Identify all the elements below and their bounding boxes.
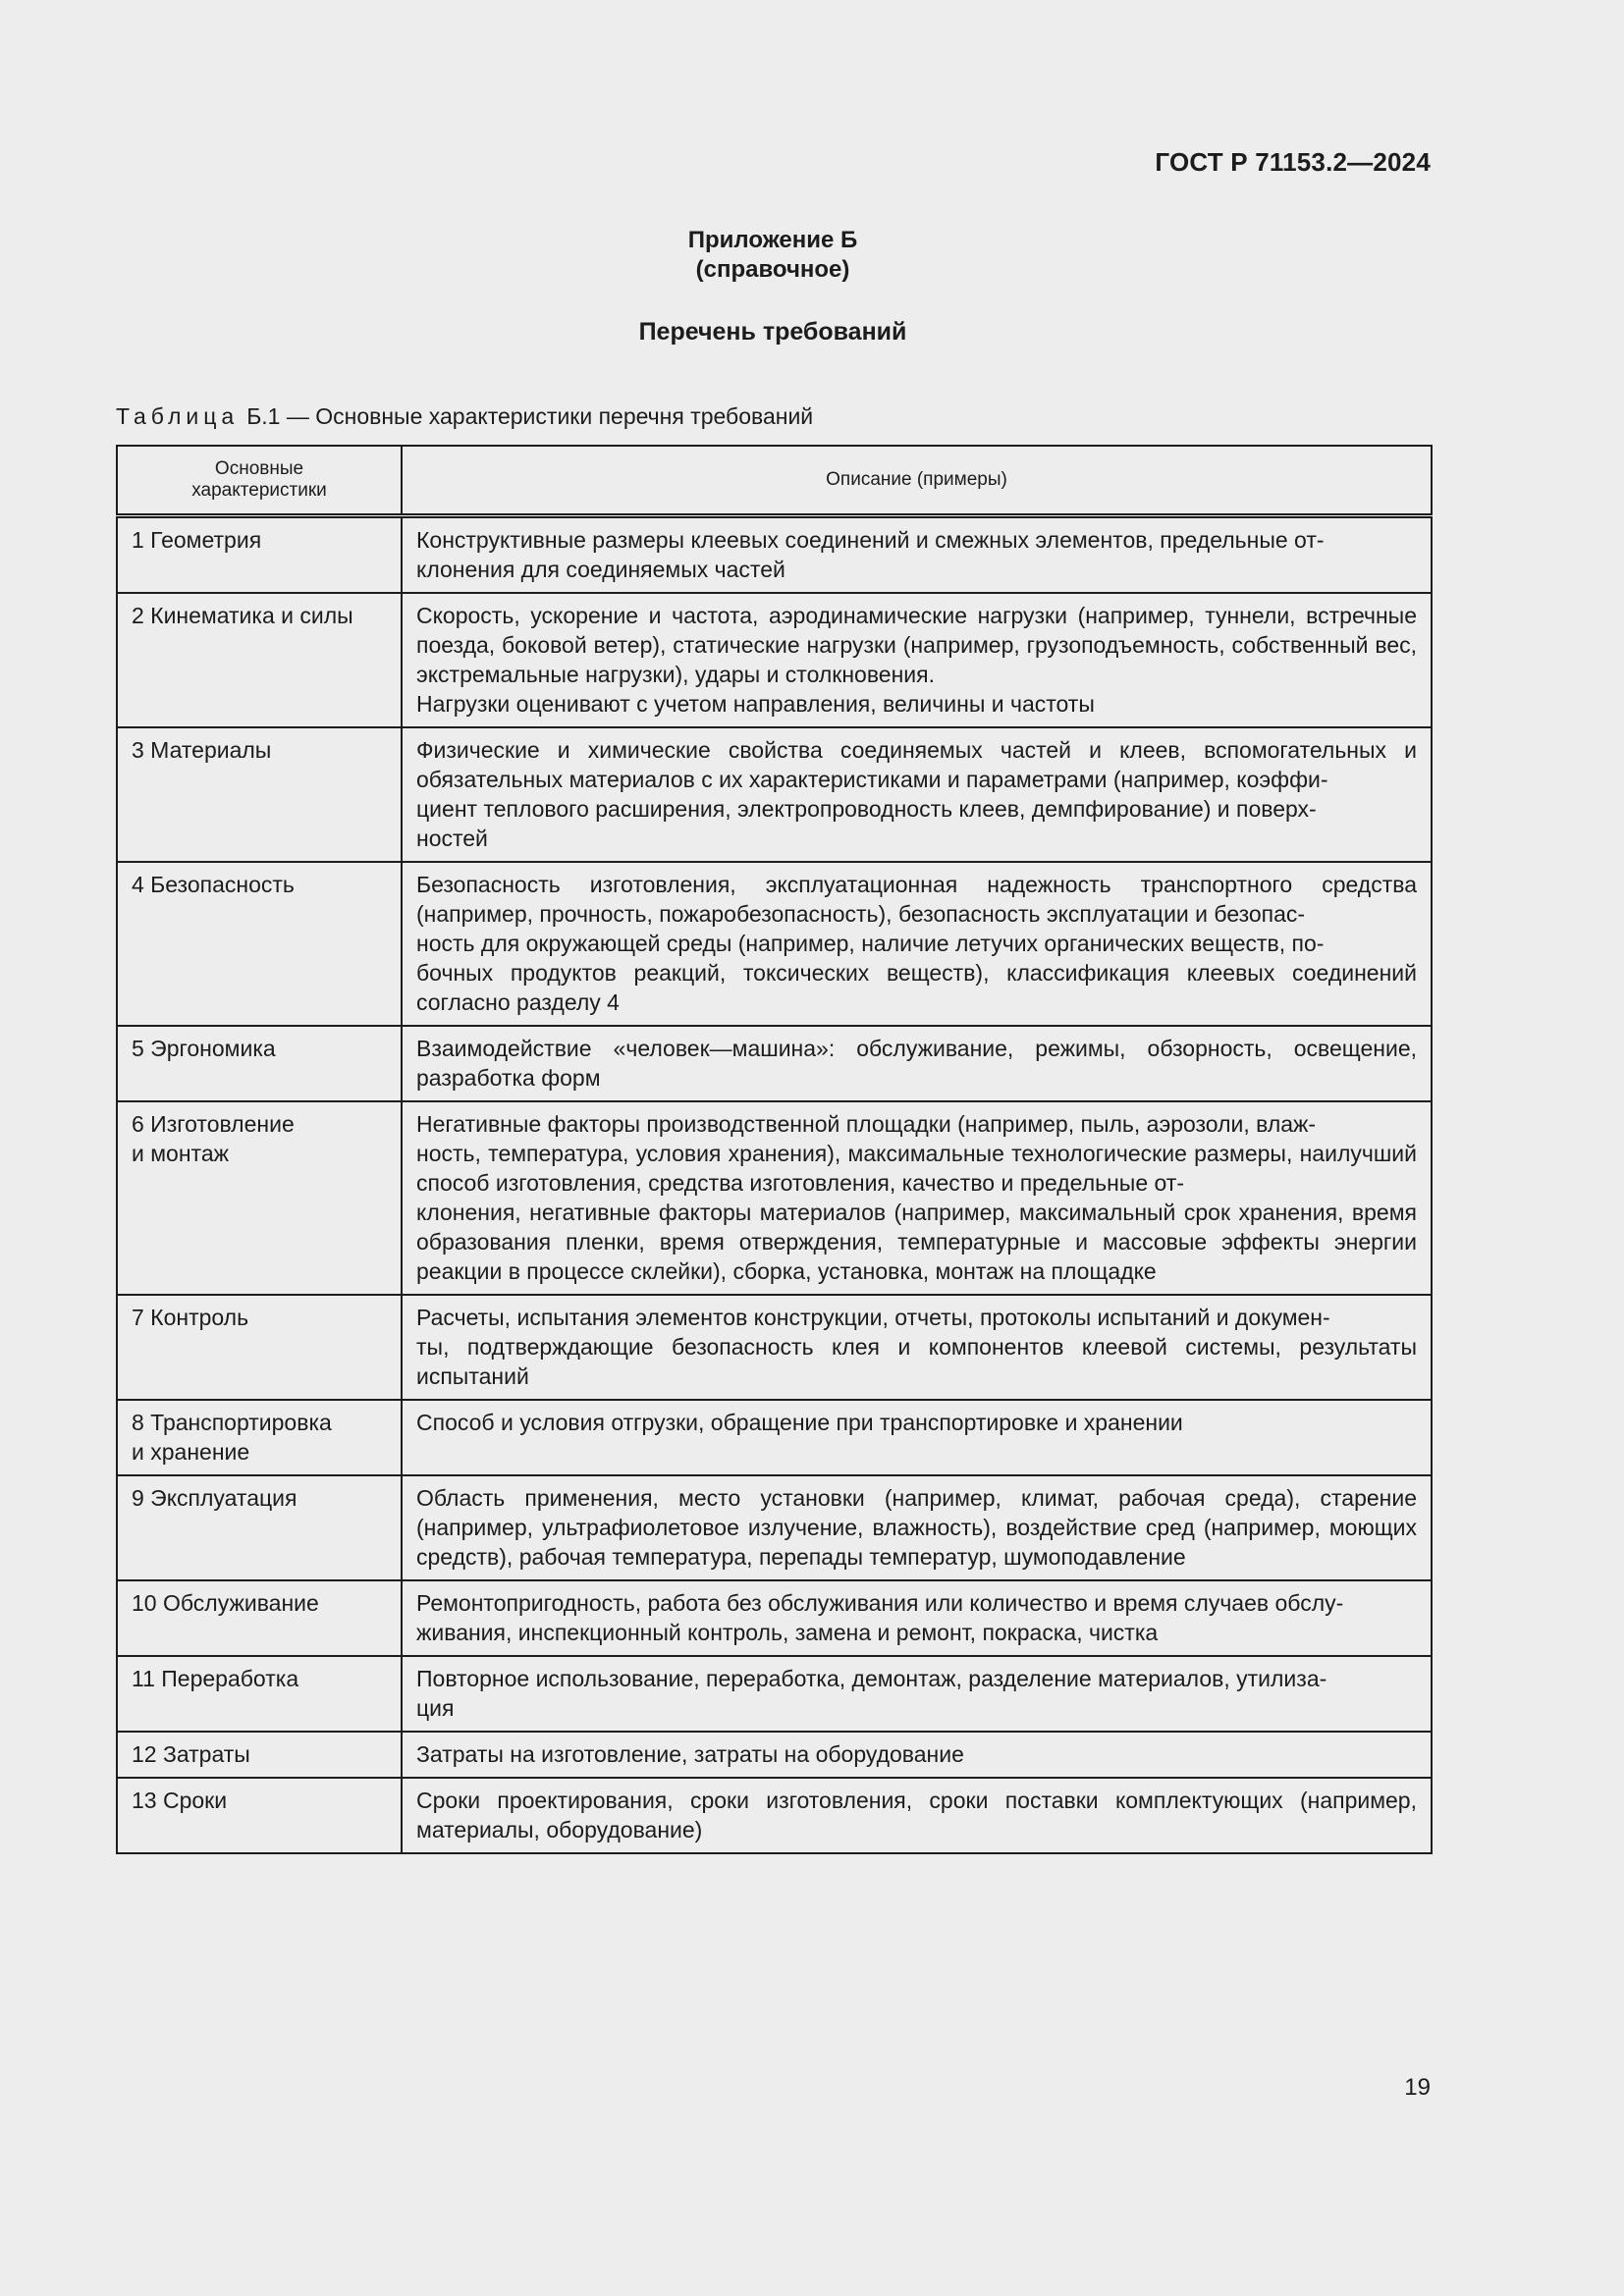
table-row — [117, 1580, 1432, 1656]
characteristic-name: 13 Сроки — [117, 1778, 402, 1853]
table-row — [117, 1101, 1432, 1295]
characteristic-name: 9 Эксплуатация — [117, 1475, 402, 1580]
characteristic-name: 7 Контроль — [117, 1295, 402, 1400]
table-caption — [116, 403, 813, 430]
page-number: 19 — [1404, 2074, 1431, 2101]
characteristic-description: Взаимодействие «человек—машина»: обслуживание, режимы, обзорность, освещение, разработка форм — [402, 1026, 1432, 1101]
characteristic-description: Область применения, место установки (например, климат, рабочая среда), старение (например, ультрафиолетовое излучение, влажность), воздействие сред (например, моющих средств), рабочая температура, перепады температур, шумоподавление — [402, 1475, 1432, 1580]
document-code: ГОСТ Р 71153.2—2024 — [1155, 147, 1431, 177]
characteristic-description: Скорость, ускорение и частота, аэродинамические нагрузки (например, туннели, встречные поезда, боковой ветер), статические нагрузки (например, грузоподъемность, собственный вес, экстремальные нагрузки), удары и столкновения. Нагрузки оценивают с учетом направления, величины и частоты — [402, 593, 1432, 727]
table-row — [117, 1656, 1432, 1732]
table-row — [117, 727, 1432, 862]
characteristic-description: Ремонтопригодность, работа без обслуживания или количество и время случаев обслу- живания, инспекционный контроль, замена и ремонт, покраска, чистка — [402, 1580, 1432, 1656]
characteristic-name: 2 Кинематика и силы — [117, 593, 402, 727]
annex-title: Приложение Б — [687, 227, 858, 253]
table-row — [117, 1400, 1432, 1475]
characteristic-name: 6 Изготовление и монтаж — [117, 1101, 402, 1295]
characteristic-description: Конструктивные размеры клеевых соединений и смежных элементов, предельные от- клонения для соединяемых частей — [402, 516, 1432, 594]
header-description: Описание (примеры) — [402, 446, 1432, 516]
characteristic-description: Физические и химические свойства соединяемых частей и клеев, вспомогательных и обязательных материалов с их характеристиками и параметрами (например, коэффи- циент теплового расширения, электропроводность клеев, демпфирование) и поверх- ностей — [402, 727, 1432, 862]
characteristic-description: Способ и условия отгрузки, обращение при транспортировке и хранении — [402, 1400, 1432, 1475]
annex-kind: (справочное) — [695, 256, 850, 283]
table-row — [117, 1475, 1432, 1580]
table-row — [117, 862, 1432, 1026]
characteristic-description: Затраты на изготовление, затраты на оборудование — [402, 1732, 1432, 1778]
characteristic-name: 10 Обслуживание — [117, 1580, 402, 1656]
characteristic-name: 1 Геометрия — [117, 516, 402, 594]
characteristic-name: 5 Эргономика — [117, 1026, 402, 1101]
table-row — [117, 516, 1432, 594]
table-row — [117, 1295, 1432, 1400]
section-title: Перечень требований — [638, 318, 907, 346]
table-row — [117, 1778, 1432, 1853]
characteristic-description: Безопасность изготовления, эксплуатационная надежность транспортного средства (например, прочность, пожаробезопасность), безопасность эксплуатации и безопас- ность для окружающей среды (например, наличие летучих органических веществ, по- бочных продуктов реакций, токсических веществ), классификация клеевых соединений согласно разделу 4 — [402, 862, 1432, 1026]
characteristic-name: 3 Материалы — [117, 727, 402, 862]
requirements-table — [116, 445, 1433, 1854]
characteristic-name: 4 Безопасность — [117, 862, 402, 1026]
characteristic-name: 12 Затраты — [117, 1732, 402, 1778]
table-row — [117, 1732, 1432, 1778]
table-caption-label: Таблица — [116, 403, 240, 429]
table-row — [117, 1026, 1432, 1101]
characteristic-description: Негативные факторы производственной площадки (например, пыль, аэрозоли, влаж- ность, температура, условия хранения), максимальные технологические размеры, наилучший способ изготовления, средства изготовления, качество и предельные от- клонения, негативные факторы материалов (например, максимальный срок хранения, время образования пленки, время отверждения, температурные и массовые эффекты энергии реакции в процессе склейки), сборка, установка, монтаж на площадке — [402, 1101, 1432, 1295]
table-row — [117, 593, 1432, 727]
characteristic-description: Сроки проектирования, сроки изготовления, сроки поставки комплектующих (например, материалы, оборудование) — [402, 1778, 1432, 1853]
characteristic-name: 8 Транспортировка и хранение — [117, 1400, 402, 1475]
table-header-row — [117, 446, 1432, 516]
characteristic-description: Повторное использование, переработка, демонтаж, разделение материалов, утилиза- ция — [402, 1656, 1432, 1732]
table-caption-text: Б.1 — Основные характеристики перечня требований — [246, 403, 814, 429]
characteristic-name: 11 Переработка — [117, 1656, 402, 1732]
header-characteristics: Основные характеристики — [117, 446, 402, 516]
table-body — [117, 516, 1432, 1854]
characteristic-description: Расчеты, испытания элементов конструкции, отчеты, протоколы испытаний и докумен- ты, подтверждающие безопасность клея и компонентов клеевой системы, результаты испытаний — [402, 1295, 1432, 1400]
